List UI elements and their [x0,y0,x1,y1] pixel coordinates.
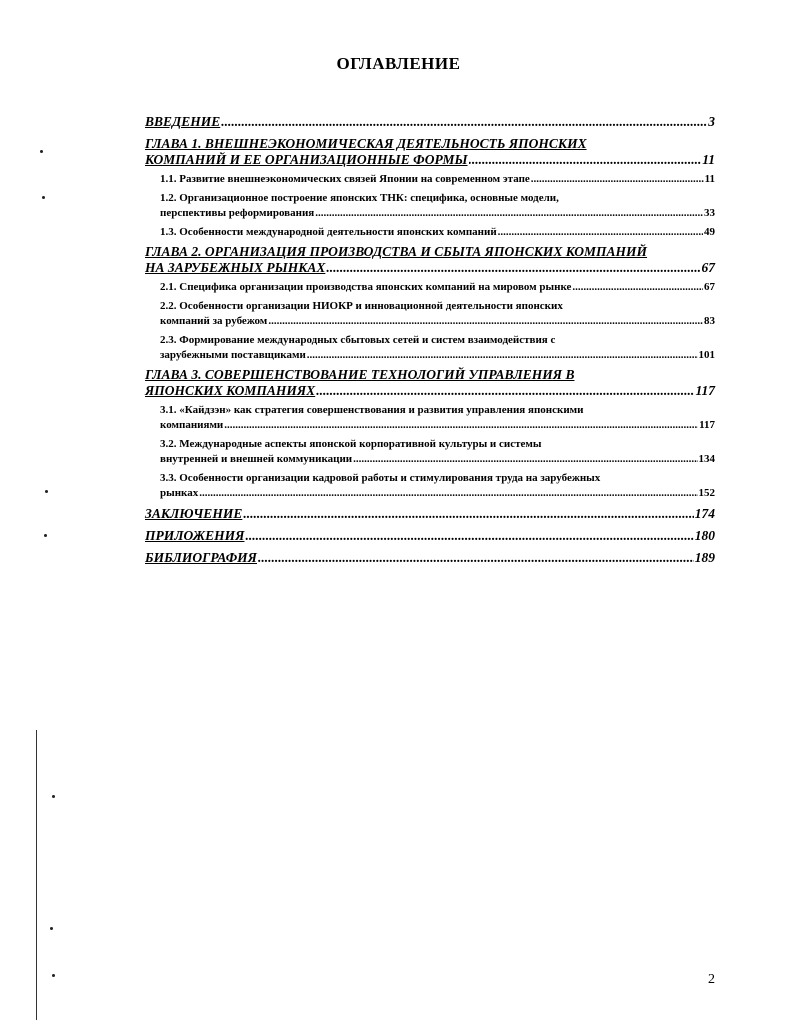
toc-entry-title: зарубежными поставщиками [160,349,306,361]
toc-page-number: 152 [698,487,715,499]
dot-leader [224,418,698,433]
toc-page-number: 3 [708,114,715,129]
toc-page-number: 67 [701,260,715,275]
toc-entry-title-line: ГЛАВА 2. ОРГАНИЗАЦИЯ ПРОИЗВОДСТВА И СБЫТА ЯПОНСКИХ КОМПАНИЙ [145,244,648,259]
dot-leader [199,486,697,501]
dot-leader [326,260,700,276]
scan-speck [40,150,43,153]
toc-chapter-entry [145,136,715,168]
toc-page-number: 117 [699,419,715,431]
toc-section-entry [160,280,715,295]
dot-leader [307,348,698,363]
toc-entry-title: ЗАКЛЮЧЕНИЕ [145,506,243,521]
dot-leader [498,225,703,240]
toc-chapter-entry [145,114,715,130]
dot-leader [245,528,693,544]
toc-page-number: 189 [694,550,715,565]
toc-section-entry [160,225,715,240]
scan-speck [50,927,53,930]
toc-entry-title-line: 2.3. Формирование международных сбытовых сетей и систем взаимодействия с [160,334,556,346]
toc-section-entry [160,403,715,433]
toc-entry-title: перспективы реформирования [160,207,315,219]
scan-speck [52,974,55,977]
page-title: ОГЛАВЛЕНИЕ [336,54,461,73]
toc-entry-title: 1.1. Развитие внешнеэкономических связей Японии на современном этапе [160,173,530,185]
toc-page-number: 83 [704,315,715,327]
toc-section-entry [160,437,715,467]
toc-section-entry [160,299,715,329]
toc-page-number: 49 [704,226,715,238]
dot-leader [315,206,703,221]
toc-page-number: 134 [698,453,715,465]
toc-entry-title: рынках [160,487,199,499]
toc-chapter-entry [145,528,715,544]
toc-entry-title: внутренней и внешней коммуникации [160,453,353,465]
toc-entry-title: ЯПОНСКИХ КОМПАНИЯХ [145,383,316,398]
dot-leader [243,506,693,522]
toc-entry-title: НА ЗАРУБЕЖНЫХ РЫНКАХ [145,260,326,275]
toc-entry-title-line: 3.1. «Кайдзэн» как стратегия совершенствования и развития управления японскими [160,404,584,416]
scan-edge-line [36,730,37,1020]
toc-page-number: 117 [695,383,715,398]
scan-speck [52,795,55,798]
toc-section-entry [160,333,715,363]
dot-leader [316,383,694,399]
toc-chapter-entry [145,244,715,276]
toc-entry-title: БИБЛИОГРАФИЯ [145,550,257,565]
toc-page-number: 180 [694,528,715,543]
toc-chapter-entry [145,367,715,399]
toc-entry-title-line: 3.3. Особенности организации кадровой работы и стимулирования труда на зарубежных [160,472,601,484]
toc-entry-title-line: 1.2. Организационное построение японских ТНК: специфика, основные модели, [160,192,559,204]
toc-page-number: 174 [694,506,715,521]
toc-entry-title: 1.3. Особенности международной деятельности японских компаний [160,226,497,238]
scan-speck [45,490,48,493]
toc-entry-title-line: ГЛАВА 1. ВНЕШНЕЭКОНОМИЧЕСКАЯ ДЕЯТЕЛЬНОСТЬ ЯПОНСКИХ [145,136,587,151]
toc-entry-title-line: 3.2. Международные аспекты японской корпоративной культуры и системы [160,438,542,450]
toc-page-number: 11 [704,173,715,185]
toc-entry-title: 2.1. Специфика организации производства японских компаний на мировом рынке [160,281,572,293]
toc-entry-title-line: 2.2. Особенности организации НИОКР и инновационной деятельности японских [160,300,563,312]
dot-leader [469,152,702,168]
toc-entry-title: ПРИЛОЖЕНИЯ [145,528,245,543]
dot-leader [353,452,697,467]
dot-leader [572,280,703,295]
toc-page-number: 101 [698,349,715,361]
toc-entry-title: КОМПАНИЙ И ЕЕ ОРГАНИЗАЦИОННЫЕ ФОРМЫ [145,152,468,167]
toc-section-entry [160,471,715,501]
toc-page-number: 11 [702,152,715,167]
toc-entry-title: компаний за рубежом [160,315,268,327]
toc-page-number: 33 [704,207,715,219]
toc-section-entry [160,191,715,221]
toc-entry-title-line: ГЛАВА 3. СОВЕРШЕНСТВОВАНИЕ ТЕХНОЛОГИЙ УПРАВЛЕНИЯ В [145,367,575,382]
dot-leader [221,114,707,130]
toc-chapter-entry [145,550,715,566]
table-of-contents [145,110,715,566]
toc-entry-title: ВВЕДЕНИЕ [145,114,221,129]
toc-entry-title: компаниями [160,419,224,431]
toc-chapter-entry [145,506,715,522]
page-number: 2 [708,972,715,987]
scan-speck [42,196,45,199]
scan-speck [44,534,47,537]
dot-leader [268,314,703,329]
dot-leader [258,550,694,566]
dot-leader [531,172,704,187]
toc-page-number: 67 [704,281,715,293]
toc-section-entry [160,172,715,187]
